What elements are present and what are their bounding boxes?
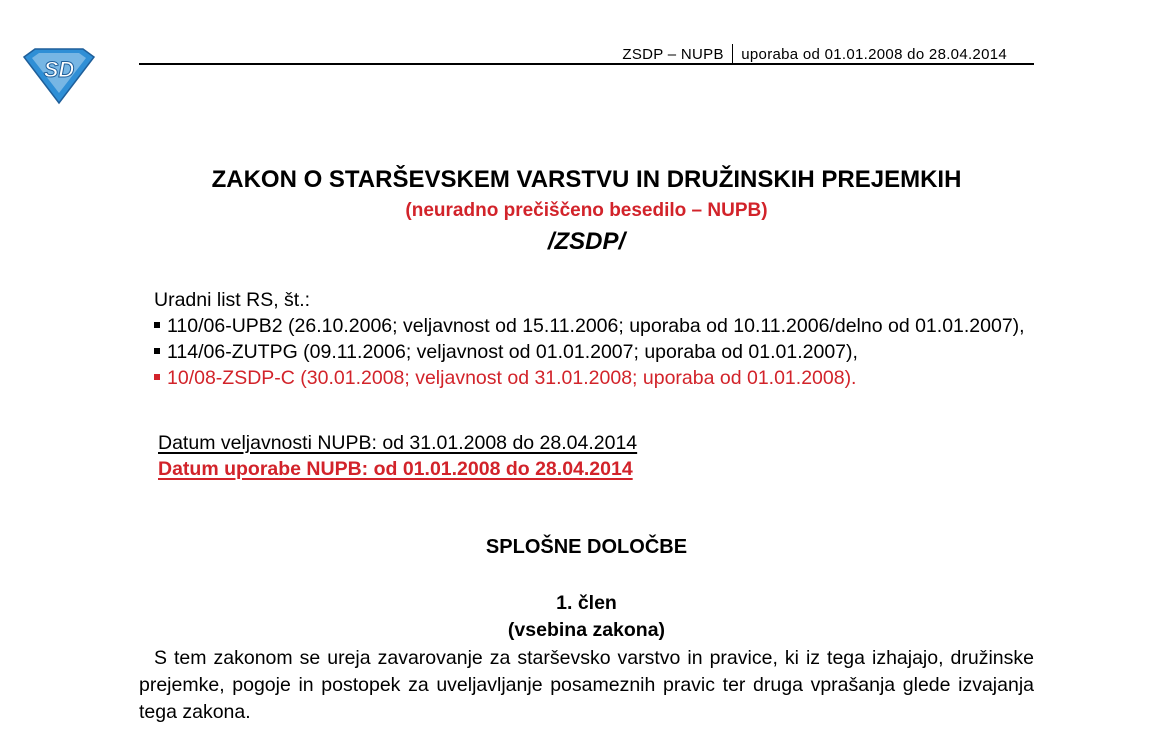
- gazette-entry-text: 110/06-UPB2 (26.10.2006; veljavnost od 15.11.2006; uporaba od 10.11.2006/delno od 01.01.2007),: [167, 315, 1025, 337]
- gazette-entry-current: [139, 365, 1039, 391]
- gazette-entry-text: 114/06-ZUTPG (09.11.2006; veljavnost od 01.01.2007; uporaba od 01.01.2007),: [167, 341, 858, 363]
- article-body: S tem zakonom se ureja zavarovanje za starševsko varstvo in pravice, ki iz tega izhajajo, družinske prejemke, pogoje in postopek za uveljavljanje posameznih pravic ter druga vprašanja glede izvajanja tega zakona.: [139, 647, 1034, 723]
- document-title: ZAKON O STARŠEVSKEM VARSTVU IN DRUŽINSKIH PREJEMKIH: [211, 166, 962, 193]
- document-subtitle: (neuradno prečiščeno besedilo – NUPB): [405, 200, 768, 221]
- header-rule: [139, 63, 1034, 65]
- section-heading: SPLOŠNE DOLOČBE: [485, 536, 688, 558]
- bullet-icon: [154, 374, 160, 380]
- running-header: [622, 44, 1007, 63]
- validity-block: [158, 430, 637, 482]
- article-title: (vsebina zakona): [507, 619, 666, 641]
- bullet-icon: [154, 322, 160, 328]
- document-abbreviation: /ZSDP/: [547, 228, 626, 255]
- gazette-label: Uradni list RS, št.:: [154, 289, 311, 311]
- usage-date-line: Datum uporabe NUPB: od 01.01.2008 do 28.04.2014: [158, 458, 633, 480]
- gazette-list: [139, 287, 1039, 391]
- header-separator: [732, 44, 734, 63]
- article-number: 1. člen: [556, 592, 617, 614]
- gazette-entry-text: 10/08-ZSDP-C (30.01.2008; veljavnost od 31.01.2008; uporaba od 01.01.2008).: [167, 367, 857, 389]
- gazette-entry: [139, 339, 1039, 365]
- gazette-entry: [139, 313, 1039, 339]
- header-law-ref: ZSDP – NUPB: [622, 46, 724, 63]
- bullet-icon: [154, 348, 160, 354]
- validity-date-line: Datum veljavnosti NUPB: od 31.01.2008 do 28.04.2014: [158, 432, 638, 454]
- sd-shield-logo: [22, 47, 96, 105]
- logo-text: SD: [43, 57, 75, 82]
- header-usage-period: uporaba od 01.01.2008 do 28.04.2014: [741, 46, 1007, 63]
